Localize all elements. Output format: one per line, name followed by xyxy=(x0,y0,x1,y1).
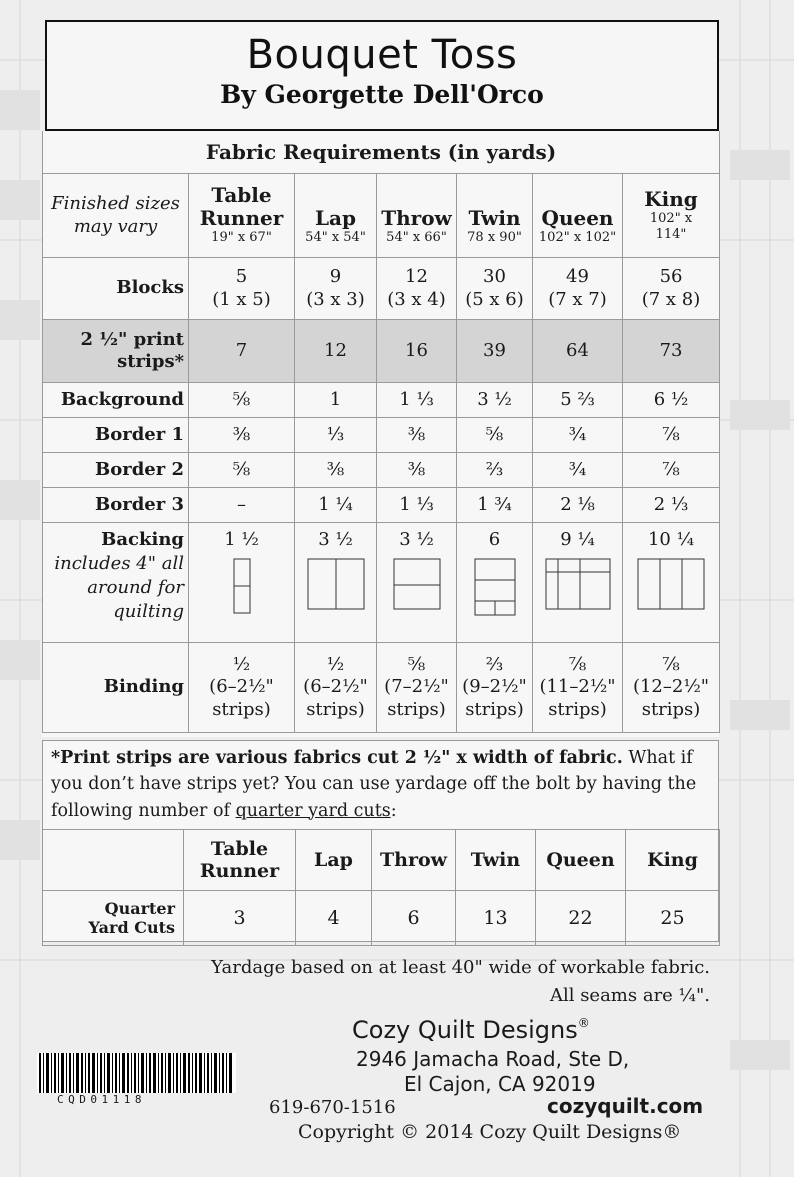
table-cell xyxy=(43,830,184,891)
table-cell: 1 ⅓ xyxy=(377,383,457,418)
table-cell: ⅞ xyxy=(623,453,720,488)
col-header: Table Runner xyxy=(184,830,296,891)
quarter-yard-table xyxy=(42,829,720,946)
backing-layout-diagram xyxy=(233,558,251,614)
table-cell: ⅜ xyxy=(189,418,295,453)
table-cell: 16 xyxy=(377,320,457,383)
table-cell: 3 ½ xyxy=(295,523,377,643)
table-cell: 2 ⅛ xyxy=(533,488,623,523)
table-cell: 1 ¾ xyxy=(457,488,533,523)
table-cell: ¾ xyxy=(533,453,623,488)
table-caption: Fabric Requirements (in yards) xyxy=(43,131,720,174)
table-cell: ⅝ xyxy=(189,383,295,418)
table-cell: 5 (1 x 5) xyxy=(189,258,295,320)
col-header: Throw 54" x 66" xyxy=(377,174,457,258)
table-cell: 9 ¼ xyxy=(533,523,623,643)
col-header: Queen 102" x 102" xyxy=(533,174,623,258)
table-cell: 3 ½ xyxy=(377,523,457,643)
backing-layout-diagram xyxy=(307,558,365,610)
table-cell: – xyxy=(189,488,295,523)
backing-row xyxy=(43,523,720,643)
table-cell: ⅝ xyxy=(189,453,295,488)
fabric-requirements xyxy=(42,131,719,737)
table-cell: 7 xyxy=(189,320,295,383)
table-cell: 49 (7 x 7) xyxy=(533,258,623,320)
table-cell: 9 (3 x 3) xyxy=(295,258,377,320)
barcode-number: CQD01118 xyxy=(57,1093,146,1106)
table-cell: ⅜ xyxy=(377,418,457,453)
backing-layout-diagram xyxy=(474,558,516,616)
table-cell: ½ (6–2½" strips) xyxy=(295,643,377,733)
copyright-line: Copyright © 2014 Cozy Quilt Designs® xyxy=(298,1121,682,1143)
quarter-values-row xyxy=(43,891,720,946)
backing-layout-diagram xyxy=(393,558,441,610)
table-cell: ⅞ xyxy=(623,418,720,453)
backing-layout-diagram xyxy=(637,558,705,610)
row-label: Background xyxy=(43,383,189,418)
table-cell: ⅞ (12–2½" strips) xyxy=(623,643,720,733)
barcode-image xyxy=(37,1053,236,1093)
table-cell: ⅔ (9–2½" strips) xyxy=(457,643,533,733)
address-line-2: El Cajon, CA 92019 xyxy=(404,1072,596,1096)
phone-number: 619-670-1516 xyxy=(269,1097,396,1118)
col-header: Twin xyxy=(456,830,536,891)
table-cell: 1 xyxy=(295,383,377,418)
table-cell: ⅝ xyxy=(457,418,533,453)
website-link[interactable]: cozyquilt.com xyxy=(547,1094,704,1118)
col-header: King 102" x 114" xyxy=(623,174,720,258)
table-cell: ¾ xyxy=(533,418,623,453)
table-cell: 30 (5 x 6) xyxy=(457,258,533,320)
table-cell: 1 ½ xyxy=(189,523,295,643)
table-cell: 6 xyxy=(457,523,533,643)
row-label: Blocks xyxy=(43,258,189,320)
table-cell: 73 xyxy=(623,320,720,383)
table-cell: 4 xyxy=(296,891,372,946)
border3-row xyxy=(43,488,720,523)
row-label: Backing includes 4" all around for quilting xyxy=(43,523,189,643)
yardage-note: Yardage based on at least 40" wide of workable fabric. xyxy=(211,957,710,978)
row-label: 2 ½" print strips* xyxy=(43,320,189,383)
table-cell: ⅓ xyxy=(295,418,377,453)
table-cell: 39 xyxy=(457,320,533,383)
table-cell: ½ (6–2½" strips) xyxy=(189,643,295,733)
table-cell: ⅝ (7–2½" strips) xyxy=(377,643,457,733)
table-cell: 64 xyxy=(533,320,623,383)
col-header: Twin 78 x 90" xyxy=(457,174,533,258)
fabric-requirements-table xyxy=(42,131,720,733)
border1-row xyxy=(43,418,720,453)
table-cell: 12 (3 x 4) xyxy=(377,258,457,320)
size-header-row xyxy=(43,174,720,258)
backing-layout-diagram xyxy=(545,558,611,610)
table-cell: ⅜ xyxy=(377,453,457,488)
table-cell: 6 xyxy=(372,891,456,946)
table-cell: 3 xyxy=(184,891,296,946)
blocks-row xyxy=(43,258,720,320)
address-line-1: 2946 Jamacha Road, Ste D, xyxy=(356,1047,630,1071)
table-cell: 22 xyxy=(536,891,626,946)
col-header: Table Runner 19" x 67" xyxy=(189,174,295,258)
row-label: Border 1 xyxy=(43,418,189,453)
table-cell: 13 xyxy=(456,891,536,946)
table-cell: ⅔ xyxy=(457,453,533,488)
brand-name: Cozy Quilt Designs® xyxy=(352,1016,590,1044)
pattern-title: Bouquet Toss xyxy=(246,32,518,78)
quarter-yard-section xyxy=(42,740,719,942)
table-cell: ⅞ (11–2½" strips) xyxy=(533,643,623,733)
quarter-header-row xyxy=(43,830,720,891)
title-box xyxy=(45,20,719,131)
row-label: Border 3 xyxy=(43,488,189,523)
seams-note: All seams are ¼". xyxy=(549,985,710,1006)
row-label: Quarter Yard Cuts xyxy=(43,891,184,946)
col-header: Queen xyxy=(536,830,626,891)
print-strips-note: *Print strips are various fabrics cut 2 ½" x width of fabric. What if you don’t have strips yet? You can use yardage off the bolt by having the following number of quarter yard cuts: xyxy=(51,748,697,821)
row-label: Border 2 xyxy=(43,453,189,488)
table-cell: 6 ½ xyxy=(623,383,720,418)
table-cell: 25 xyxy=(626,891,720,946)
table-cell: 1 ⅓ xyxy=(377,488,457,523)
col-header: Lap xyxy=(296,830,372,891)
size-note: Finished sizes may vary xyxy=(43,174,189,258)
table-cell: 5 ⅔ xyxy=(533,383,623,418)
col-header: King xyxy=(626,830,720,891)
print-strips-row xyxy=(43,320,720,383)
table-cell: 1 ¼ xyxy=(295,488,377,523)
table-cell: 12 xyxy=(295,320,377,383)
border2-row xyxy=(43,453,720,488)
table-cell: 56 (7 x 8) xyxy=(623,258,720,320)
col-header: Lap 54" x 54" xyxy=(295,174,377,258)
pattern-author: By Georgette Dell'Orco xyxy=(220,80,544,109)
table-cell: 10 ¼ xyxy=(623,523,720,643)
table-cell: ⅜ xyxy=(295,453,377,488)
table-cell: 3 ½ xyxy=(457,383,533,418)
table-cell: 2 ⅓ xyxy=(623,488,720,523)
background-row xyxy=(43,383,720,418)
binding-row xyxy=(43,643,720,733)
col-header: Throw xyxy=(372,830,456,891)
row-label: Binding xyxy=(43,643,189,733)
